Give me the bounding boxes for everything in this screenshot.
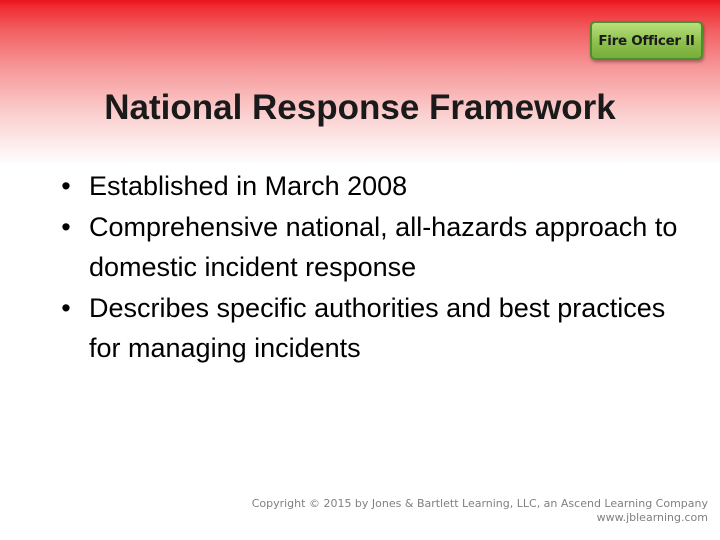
bullet-text: Describes specific authorities and best practices for managing incidents <box>89 292 666 363</box>
course-badge-label: Fire Officer II <box>598 32 695 49</box>
bullet-list <box>56 166 696 369</box>
slide-title: National Response Framework <box>104 88 616 127</box>
bullet-item <box>56 288 696 369</box>
website-link[interactable]: www.jblearning.com <box>596 511 708 524</box>
bullet-item <box>56 166 696 207</box>
bullet-text: Comprehensive national, all-hazards approach to domestic incident response <box>89 211 678 282</box>
bullet-icon: • <box>61 292 71 323</box>
bullet-text: Established in March 2008 <box>89 171 408 201</box>
copyright-text: Copyright © 2015 by Jones & Bartlett Learning, LLC, an Ascend Learning Company <box>251 497 708 510</box>
course-badge <box>590 21 703 60</box>
bullet-item <box>56 207 696 288</box>
bullet-icon: • <box>61 211 71 242</box>
copyright-footer <box>252 497 708 525</box>
bullet-icon: • <box>61 171 71 201</box>
